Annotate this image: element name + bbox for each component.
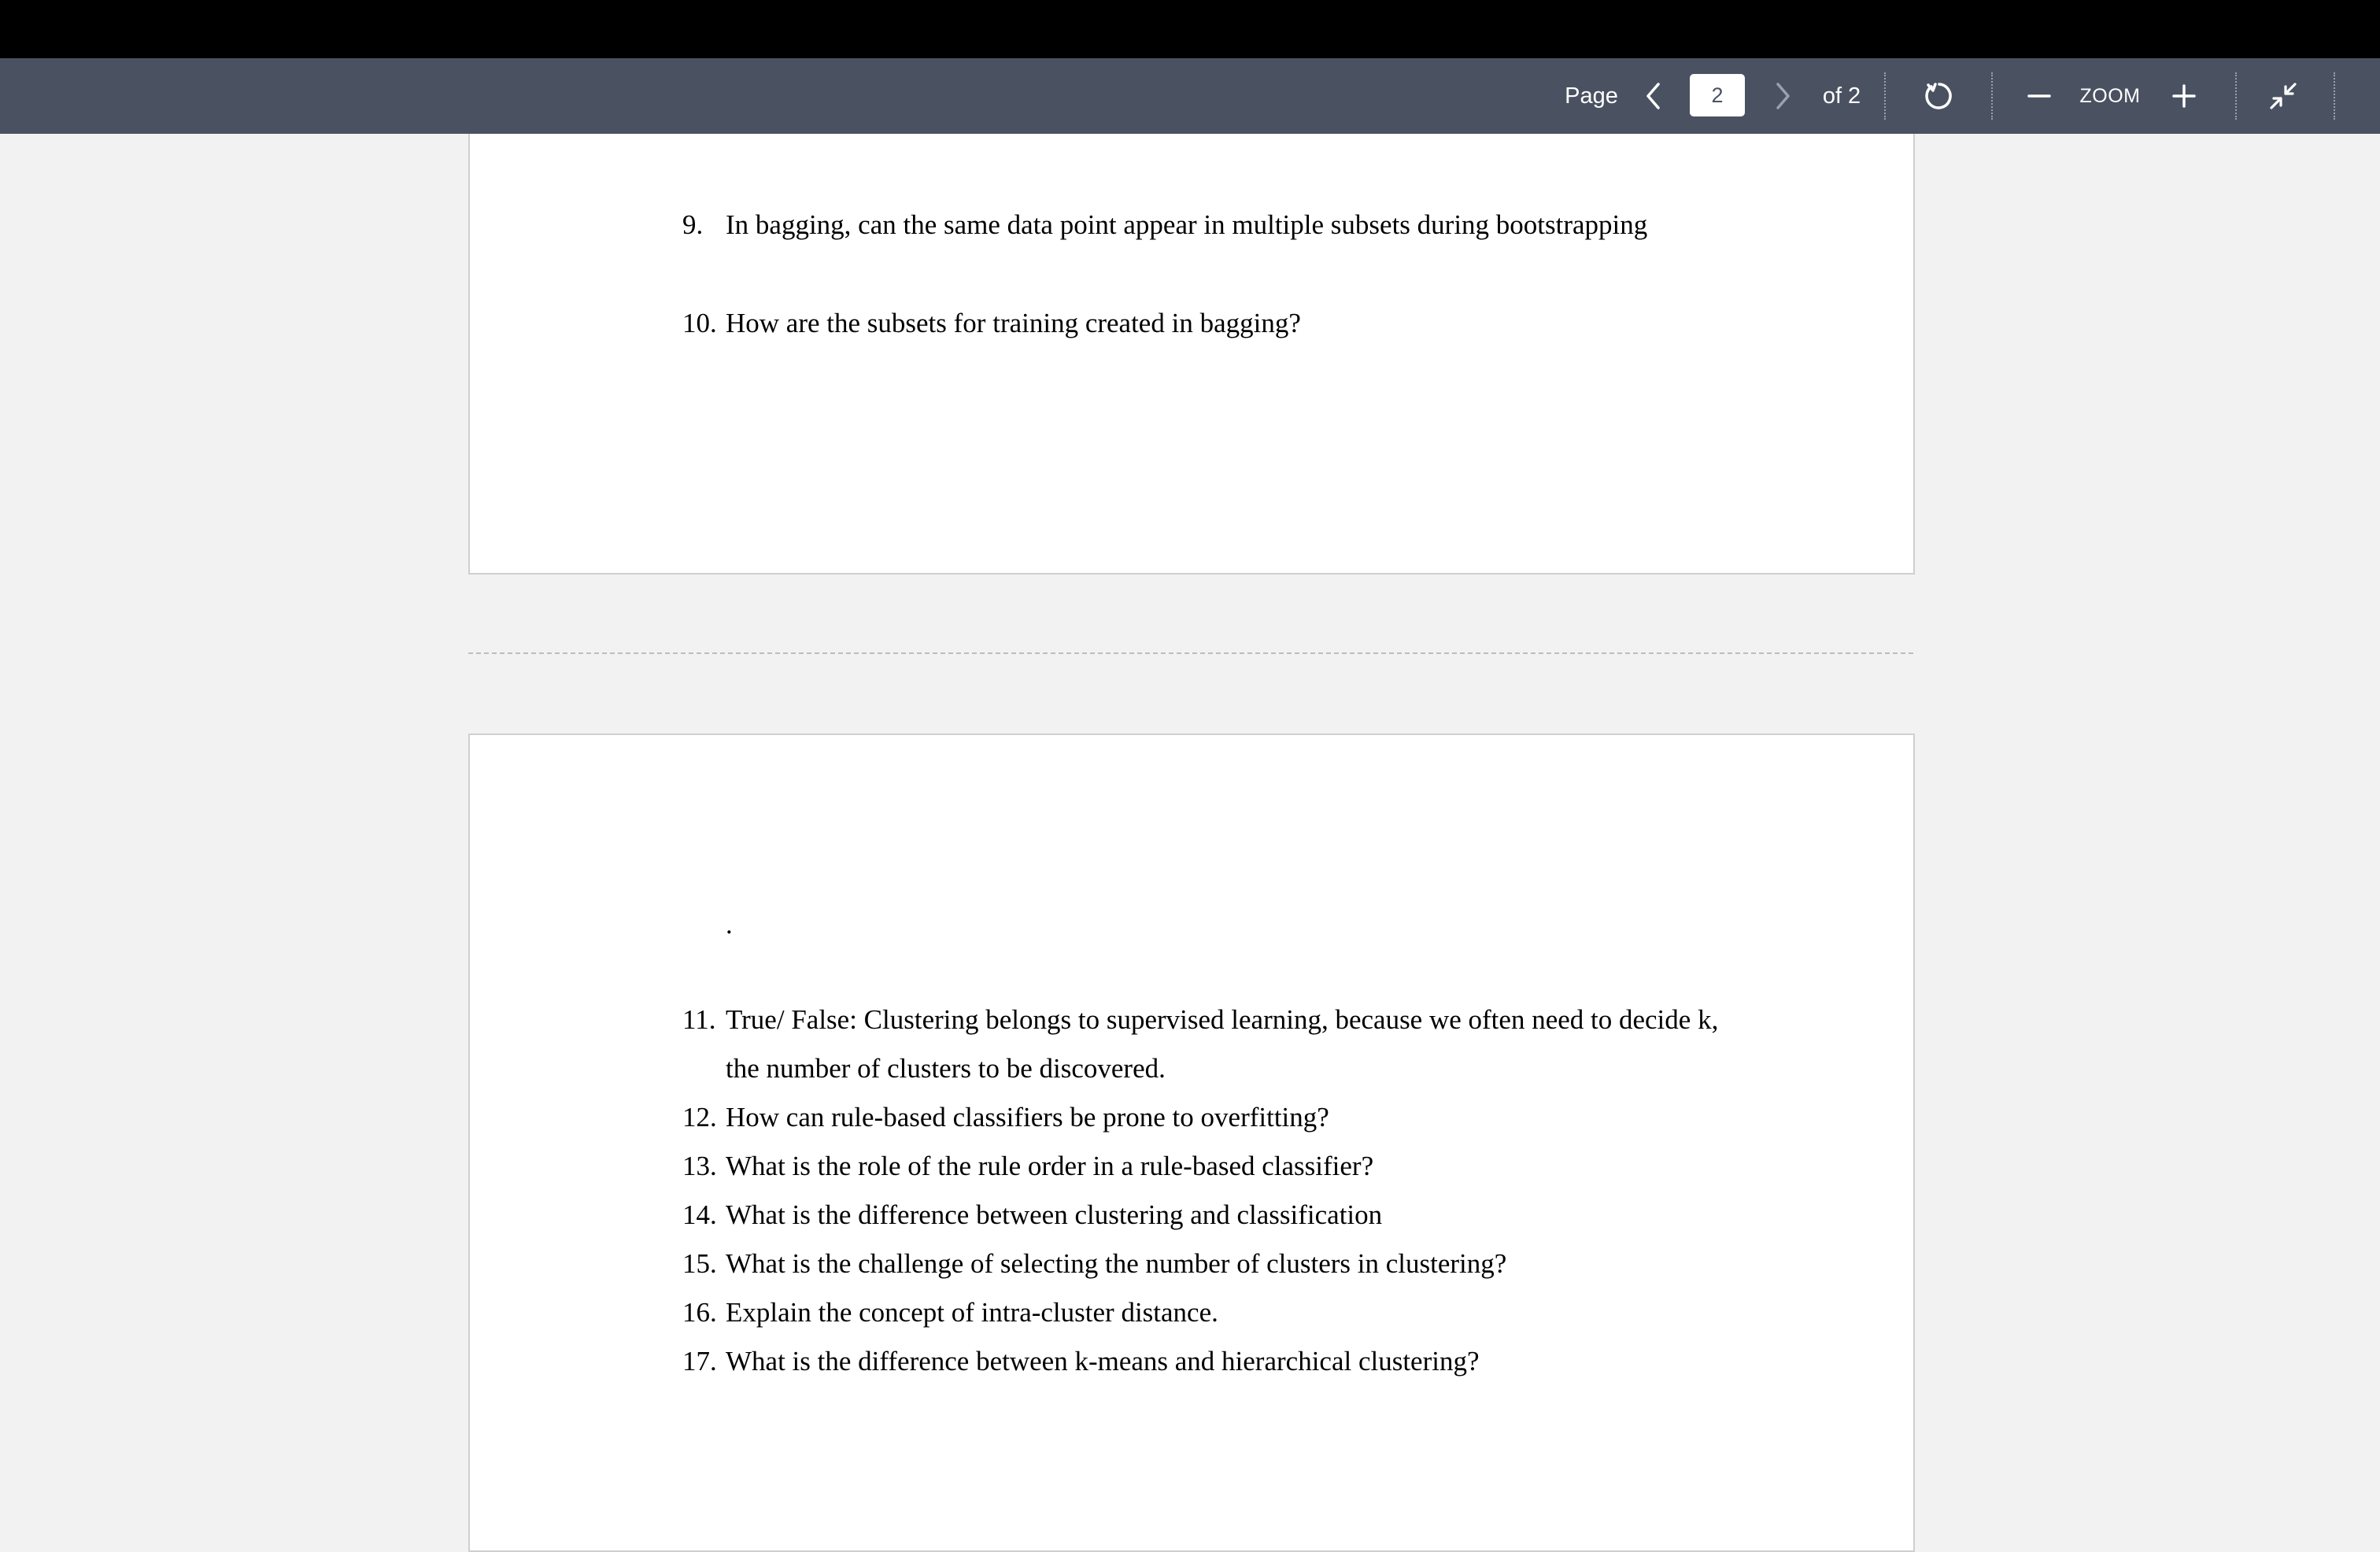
question-number: 10. — [682, 308, 717, 338]
rotate-icon[interactable] — [1920, 58, 1958, 134]
question-number: 9. — [682, 209, 704, 240]
chevron-right-icon[interactable] — [1766, 58, 1801, 134]
toolbar-divider — [2334, 72, 2335, 120]
minus-icon[interactable] — [2023, 58, 2055, 134]
plus-icon[interactable] — [2168, 58, 2200, 134]
page-label: Page — [1565, 83, 1618, 109]
question-number: 14. — [682, 1199, 717, 1230]
question-number: 17. — [682, 1346, 717, 1376]
window-top-bar — [0, 0, 2380, 58]
question-number: 15. — [682, 1248, 717, 1279]
document-page-1 — [468, 134, 1915, 575]
pdf-viewer-toolbar — [0, 58, 2380, 134]
question-number: 12. — [682, 1102, 717, 1133]
question-text: In bagging, can the same data point appear in multiple subsets during bootstrapping — [726, 209, 1648, 240]
chevron-left-icon[interactable] — [1635, 58, 1670, 134]
question-number: 16. — [682, 1297, 717, 1328]
question-text: What is the difference between clustering and classification — [726, 1199, 1383, 1230]
zoom-label: ZOOM — [2079, 84, 2141, 107]
question-text: What is the role of the rule order in a rule-based classifier? — [726, 1151, 1374, 1181]
question-text: True/ False: Clustering belongs to supervised learning, because we often need to decide k, — [726, 1004, 1719, 1035]
stray-mark: . — [726, 909, 733, 940]
question-number: 11. — [682, 1004, 716, 1035]
question-text: Explain the concept of intra-cluster distance. — [726, 1297, 1218, 1328]
question-text: What is the challenge of selecting the number of clusters in clustering? — [726, 1248, 1507, 1279]
question-number: 13. — [682, 1151, 717, 1181]
toolbar-divider — [1884, 72, 1886, 120]
question-text: How are the subsets for training created in bagging? — [726, 308, 1301, 338]
page-number-input[interactable] — [1690, 74, 1745, 116]
page-count-label: of 2 — [1822, 83, 1861, 109]
question-text: How can rule-based classifiers be prone to overfitting? — [726, 1102, 1329, 1133]
toolbar-divider — [2235, 72, 2237, 120]
toolbar-divider — [1991, 72, 1993, 120]
collapse-icon[interactable] — [2265, 58, 2301, 134]
page-divider — [468, 652, 1913, 654]
question-text: the number of clusters to be discovered. — [726, 1053, 1166, 1084]
question-text: What is the difference between k-means and hierarchical clustering? — [726, 1346, 1480, 1376]
